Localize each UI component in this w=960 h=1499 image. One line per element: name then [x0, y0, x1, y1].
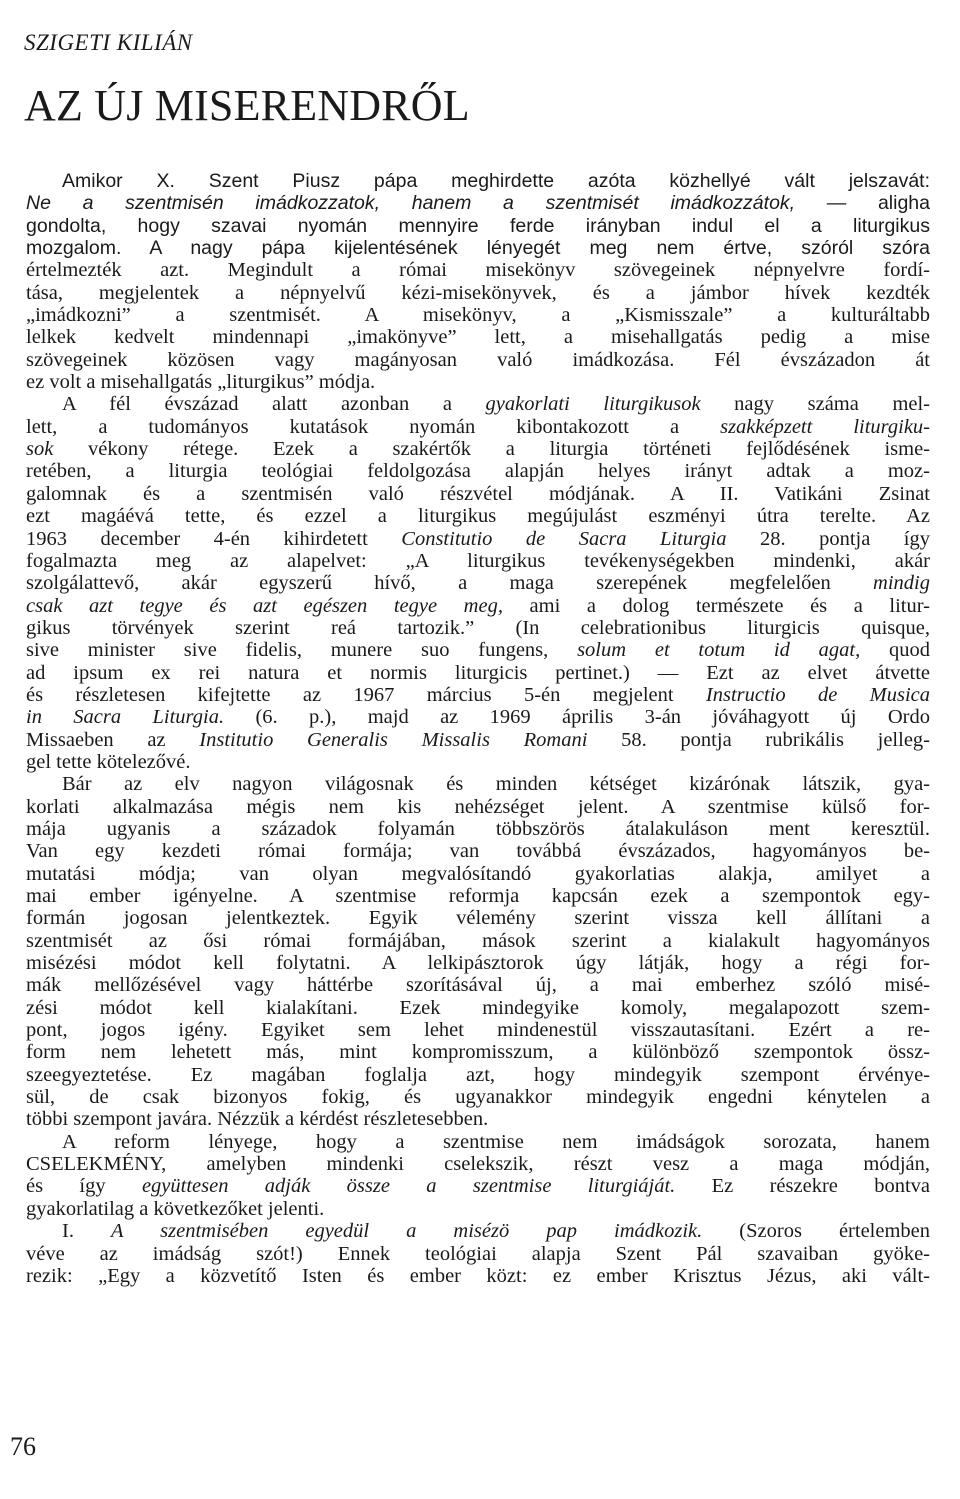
italic-phrase: Instructio de Musica — [705, 683, 930, 706]
text-line — [26, 1175, 930, 1197]
text-run: és részletesen kifejtette az 1967 március 5-én megjelent — [26, 683, 706, 706]
text-line — [26, 326, 930, 348]
italic-phrase: solum et totum id agat, — [577, 639, 861, 662]
text-line — [26, 170, 930, 192]
text-line — [26, 371, 930, 393]
text-line — [26, 952, 930, 974]
text-line — [26, 751, 930, 773]
text-run: sül, de csak bizonyos fokig, és ugyanakkor mindegyik engedni kénytelen a — [26, 1086, 930, 1109]
text-run: formán jogosan jelentkeztek. Egyik vélemény szerint vissza kell állítani a — [26, 907, 930, 930]
text-line — [26, 1041, 930, 1063]
text-line — [26, 885, 930, 907]
text-run: I. — [62, 1220, 111, 1243]
text-run: (6. p.), majd az 1969 április 3-án jóváhagyott új Ordo — [224, 706, 930, 729]
text-run: gondolta, hogy szavai nyomán mennyire ferde irányban indul el a liturgikus — [26, 214, 930, 237]
text-run: szeegyeztetése. Ez magában foglalja azt, hogy mindegyik szempont érvénye- — [26, 1063, 930, 1086]
text-line — [26, 1265, 930, 1287]
text-line — [26, 595, 930, 617]
text-line — [26, 1108, 930, 1130]
text-line — [26, 192, 930, 214]
text-line — [26, 974, 930, 996]
text-line — [26, 1220, 930, 1242]
text-run: form nem lehetett más, mint kompromisszum, a különböző szempontok össz- — [26, 1041, 930, 1064]
text-line — [26, 505, 930, 527]
text-run: szolgálattevő, akár egyszerű hívő, a maga szerepének megfelelően — [26, 572, 874, 595]
italic-phrase: mindig — [873, 572, 930, 595]
text-run: mák mellőzésével vagy háttérbe szorításával új, a mai emberhez szóló misé- — [26, 974, 930, 997]
text-line — [26, 1153, 930, 1175]
italic-phrase: gyakorlati liturgikusok — [485, 393, 701, 416]
text-run: misézési módot kell folytatni. A lelkipásztorok úgy látják, hogy a régi for- — [26, 952, 930, 975]
article-body — [26, 170, 930, 1287]
text-run: quod — [860, 639, 930, 662]
text-run: és így — [26, 1175, 142, 1198]
text-line — [26, 662, 930, 684]
text-run: lelkek kedvelt mindennapi „imakönyve” lett, a misehallgatás pedig a mise — [26, 326, 930, 349]
text-line — [26, 393, 930, 415]
text-line — [26, 840, 930, 862]
text-line — [26, 639, 930, 661]
text-line — [26, 1064, 930, 1086]
text-line — [26, 818, 930, 840]
text-line — [26, 773, 930, 795]
text-line — [26, 282, 930, 304]
text-run: A reform lényege, hogy a szentmise nem imádságok sorozata, hanem — [62, 1130, 930, 1153]
text-run: értelmezték azt. Megindult a római misekönyv szövegeinek népnyelvre fordí- — [26, 259, 930, 282]
text-line — [26, 550, 930, 572]
text-run: Ez részekre bontva — [675, 1175, 930, 1198]
text-run: mozgalom. A nagy pápa kijelentésének lényegét meg nem értve, szóról szóra — [26, 237, 930, 260]
text-run: ami a dolog természete és a litur- — [502, 594, 930, 617]
text-run: mutatási módja; van olyan megvalósítandó gyakorlatias alakja, amilyet a — [26, 862, 930, 885]
text-run: tása, megjelentek a népnyelvű kézi-misekönyvek, és a jámbor hívek kezdték — [26, 281, 930, 304]
page-number: 76 — [10, 1432, 36, 1461]
text-run: mája ugyanis a századok folyamán többszörös átalakuláson ment keresztül. — [26, 817, 930, 840]
text-run: többi szempont javára. Nézzük a kérdést részletesebben. — [26, 1108, 489, 1131]
text-line — [26, 997, 930, 1019]
text-line — [26, 460, 930, 482]
text-run: korlati alkalmazása mégis nem kis nehézséget jelent. A szentmise külső for- — [26, 795, 930, 818]
text-line — [26, 528, 930, 550]
italic-phrase: együttesen adják össze a szentmise liturgiáját. — [141, 1175, 676, 1198]
text-line — [26, 572, 930, 594]
text-run: „imádkozni” a szentmisét. A misekönyv, a „Kismisszale” a kulturáltabb — [26, 304, 930, 327]
text-run: galomnak és a szentmisén való részvétel módjának. A II. Vatikáni Zsinat — [26, 482, 930, 505]
text-line — [26, 259, 930, 281]
text-run: ezt magáévá tette, és ezzel a liturgikus megújulást eszményi útra terelte. Az — [26, 505, 930, 528]
text-run: (Szoros értelemben — [702, 1220, 930, 1243]
article-title: AZ ÚJ MISERENDRŐL — [24, 81, 470, 130]
text-line — [26, 1086, 930, 1108]
text-line — [26, 416, 930, 438]
text-run: 58. pontja rubrikális jelleg- — [587, 728, 930, 751]
text-line — [26, 729, 930, 751]
text-run: gyakorlatilag a következőket jelenti. — [26, 1197, 325, 1220]
text-line — [26, 617, 930, 639]
text-line — [26, 1131, 930, 1153]
text-line — [26, 1243, 930, 1265]
text-run: mai ember igényelne. A szentmise reformja kapcsán ezek a szempontok egy- — [26, 885, 930, 907]
text-line — [26, 438, 930, 460]
italic-phrase: Ne a szentmisén imádkozzatok, hanem a szentmisét imádkozzátok, — [26, 192, 796, 215]
text-run: — aligha — [795, 192, 930, 215]
text-line — [26, 930, 930, 952]
text-run: Van egy kezdeti római formája; van továbbá évszázados, hagyományos be- — [26, 840, 930, 863]
text-run: szövegeinek közösen vagy magányosan való imádkozása. Fél évszázadon át — [26, 348, 930, 371]
text-run: vékony rétege. Ezek a szakértők a liturgia történeti fejlődésének isme- — [53, 438, 930, 461]
italic-phrase: Constitutio de Sacra Liturgia — [401, 527, 727, 550]
text-run: 1963 december 4-én kihirdetett — [26, 527, 402, 550]
text-run: Bár az elv nagyon világosnak és minden kétséget kizárónak látszik, gya- — [62, 773, 930, 796]
text-line — [26, 304, 930, 326]
text-run: pont, jogos igény. Egyiket sem lehet mindenestül visszautasítani. Ezért a re- — [26, 1019, 930, 1042]
text-run: ez volt a misehallgatás „liturgikus” módja. — [26, 371, 376, 394]
author-name: SZIGETI KILIÁN — [24, 30, 193, 55]
italic-phrase: sok — [26, 438, 54, 461]
text-run: rezik: „Egy a közvetítő Isten és ember közt: ez ember Krisztus Jézus, aki vált- — [26, 1264, 930, 1287]
italic-phrase: A szentmisében egyedül a misézö pap imádkozik. — [110, 1220, 703, 1243]
text-run: 28. pontja így — [726, 527, 930, 550]
text-line — [26, 215, 930, 237]
text-run: véve az imádság szót!) Ennek teológiai alapja Szent Pál szavaiban gyöke- — [26, 1242, 930, 1265]
italic-phrase: in Sacra Liturgia. — [26, 706, 225, 729]
italic-phrase: Institutio Generalis Missalis Romani — [199, 728, 588, 751]
text-line — [26, 684, 930, 706]
text-run: A fél évszázad alatt azonban a — [62, 393, 486, 416]
text-run: zési módot kell kialakítani. Ezek mindegyike komoly, megalapozott szem- — [26, 996, 930, 1019]
italic-phrase: csak azt tegye és azt egészen tegye meg, — [26, 594, 503, 617]
text-run: CSELEKMÉNY, amelyben mindenki cselekszik, részt vesz a maga módján, — [26, 1153, 930, 1176]
text-run: szentmisét az ősi római formájában, mások szerint a kialakult hagyományos — [26, 929, 930, 952]
text-run: gel tette kötelezővé. — [26, 750, 191, 773]
text-run: Missaeben az — [26, 728, 200, 751]
italic-phrase: szakképzett liturgiku- — [720, 415, 930, 438]
text-run: nagy száma mel- — [700, 393, 930, 416]
text-line — [26, 237, 930, 259]
text-run: retében, a liturgia teológiai feldolgozása alapján helyes irányt adtak a moz- — [26, 460, 930, 483]
text-line — [26, 1198, 930, 1220]
text-run: gikus törvények szerint reá tartozik.” (In celebrationibus liturgicis quisque, — [26, 616, 930, 639]
text-run: fogalmazta meg az alapelvet: „A liturgikus tevékenységekben mindenki, akár — [26, 549, 930, 572]
text-line — [26, 706, 930, 728]
text-line — [26, 863, 930, 885]
text-run: Amikor X. Szent Piusz pápa meghirdette azóta közhellyé vált jelszavát: — [62, 170, 930, 192]
text-line — [26, 1019, 930, 1041]
text-line — [26, 907, 930, 929]
text-line — [26, 483, 930, 505]
text-run: sive minister sive fidelis, munere suo fungens, — [26, 639, 578, 662]
text-run: lett, a tudományos kutatások nyomán kibontakozott a — [26, 415, 721, 438]
text-run: ad ipsum ex rei natura et normis liturgicis pertinet.) — Ezt az elvet átvette — [26, 661, 930, 684]
text-line — [26, 796, 930, 818]
text-line — [26, 349, 930, 371]
